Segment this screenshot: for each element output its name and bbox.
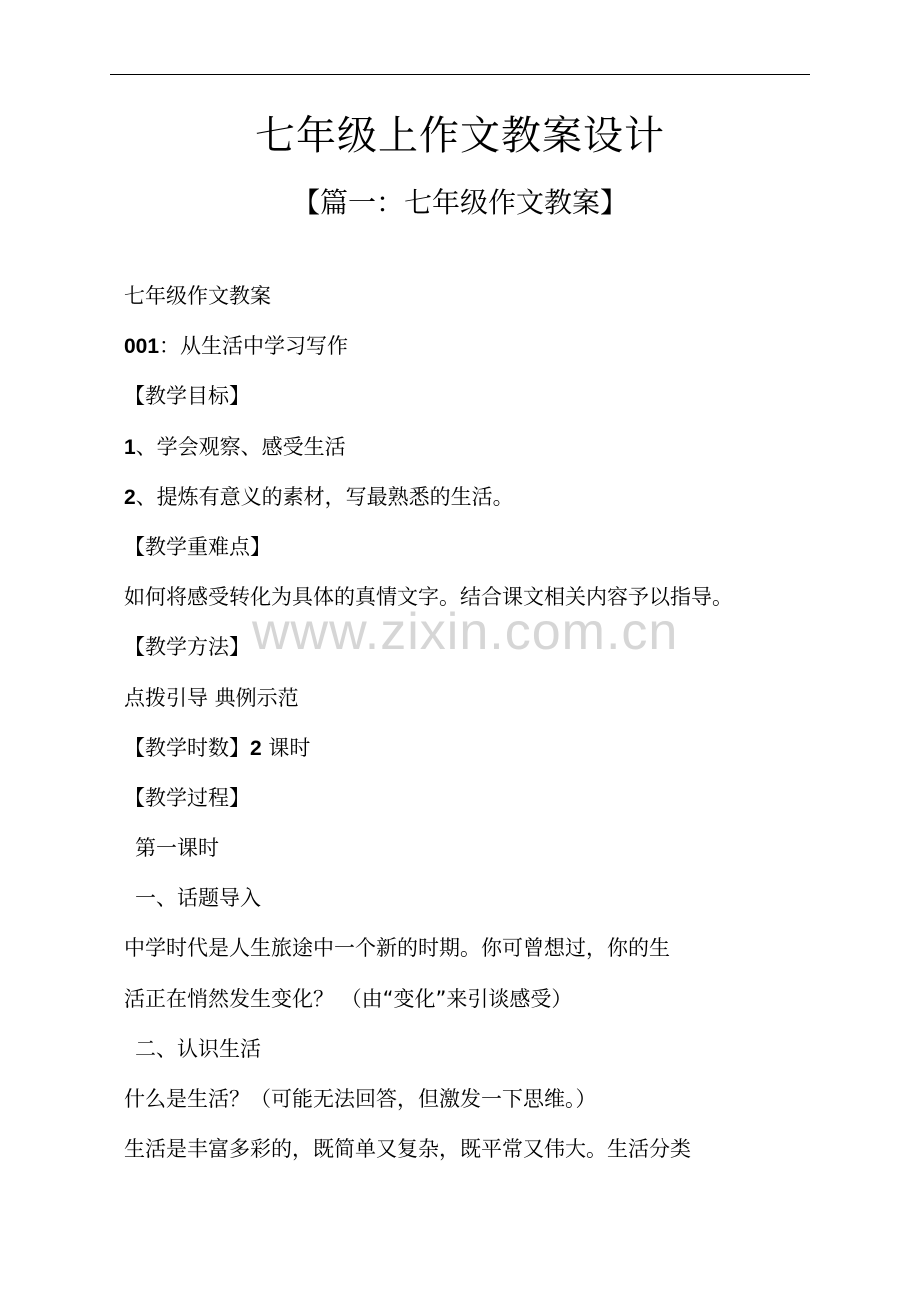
header-rule: [110, 74, 810, 75]
body-line: 一、话题导入: [135, 886, 261, 911]
list-number: 2: [124, 485, 136, 509]
body-line: 第一课时: [135, 836, 219, 861]
body-line: 什么是生活？（可能无法回答，但激发一下思维。）: [124, 1087, 597, 1111]
watermark: www.zixin.com.cn: [252, 603, 679, 661]
body-line: 【教学目标】: [124, 384, 250, 409]
hours-unit: 课时: [261, 735, 311, 760]
body-line: 生活是丰富多彩的，既简单又复杂，既平常又伟大。生活分类: [124, 1137, 691, 1162]
list-text: 、提炼有意义的素材，写最熟悉的生活。: [135, 484, 514, 509]
body-line: 【教学过程】: [124, 785, 250, 810]
document-body: [124, 274, 814, 1177]
body-line: 点拨引导 典例示范: [124, 685, 299, 710]
lesson-title: ：从生活中学习写作: [159, 334, 349, 359]
list-number: 1: [124, 435, 136, 459]
section-heading: 【篇一：七年级作文教案】: [291, 186, 628, 219]
lesson-number: 001: [124, 335, 160, 359]
body-line: [124, 726, 814, 776]
body-line: 【教学重难点】: [124, 534, 271, 559]
body-line: [124, 425, 814, 475]
body-line: 中学时代是人生旅途中一个新的时期。你可曾想过，你的生: [124, 936, 670, 961]
body-line: [124, 324, 814, 374]
document-title: 七年级上作文教案设计: [255, 113, 665, 159]
section-label: 【教学时数】: [124, 735, 250, 760]
list-text: 、学会观察、感受生活: [135, 434, 346, 459]
body-line: 【教学方法】: [124, 635, 250, 660]
body-line: 如何将感受转化为具体的真情文字。结合课文相关内容予以指导。: [124, 585, 733, 610]
hours-number: 2: [250, 736, 262, 760]
body-line: [124, 475, 814, 525]
body-line: 活正在悄然发生变化？ （由“变化”来引谈感受）: [124, 986, 573, 1011]
body-line: 七年级作文教案: [124, 284, 271, 308]
body-line: 二、认识生活: [135, 1036, 261, 1061]
